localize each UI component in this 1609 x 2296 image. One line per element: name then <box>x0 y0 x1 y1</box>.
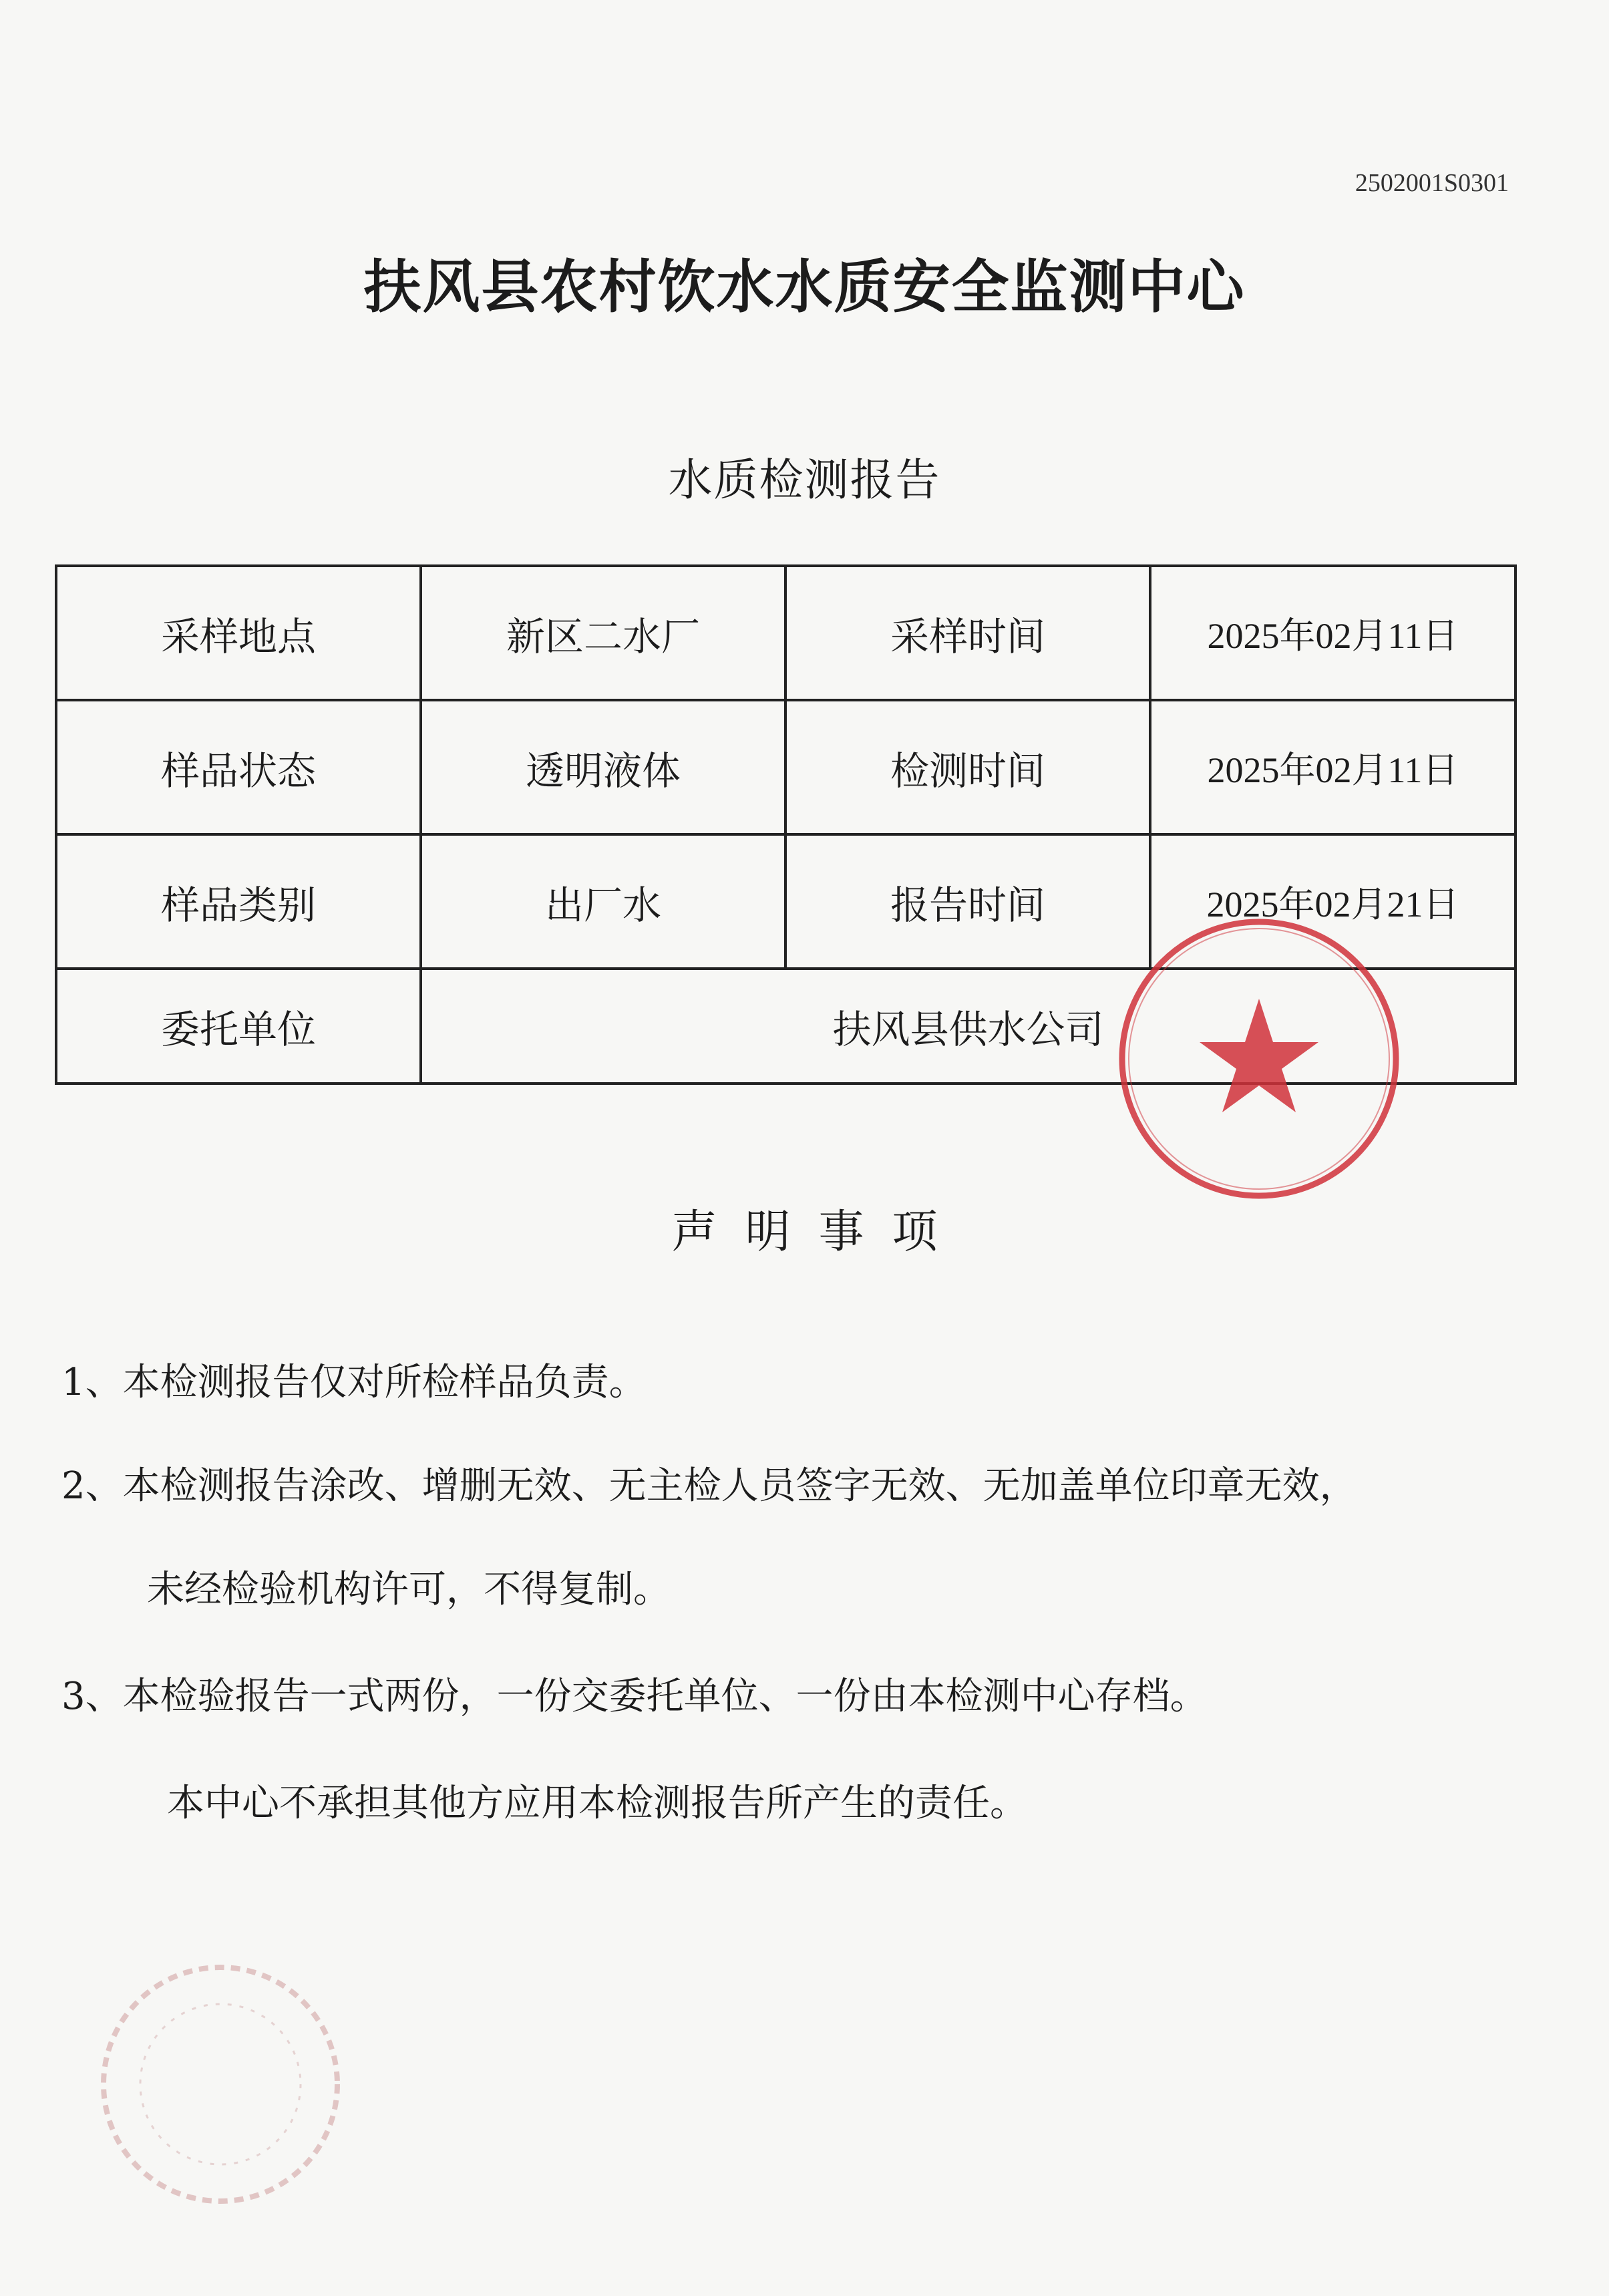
report-title: 水质检测报告 <box>668 454 941 506</box>
faded-seal <box>94 1957 347 2211</box>
client-value: 扶风县供水公司 <box>421 969 1515 1084</box>
sample-location-value: 新区二水厂 <box>421 566 785 700</box>
declaration-title: 声明事项 <box>671 1206 966 1259</box>
declaration-item-3: 3、本检验报告一式两份，一份交委托单位、一份由本检测中心存档。 <box>61 1675 1208 1718</box>
sample-category-label: 样品类别 <box>56 834 421 969</box>
client-label: 委托单位 <box>56 969 421 1084</box>
table-row <box>56 700 1515 834</box>
sampling-time-label: 采样时间 <box>785 566 1150 700</box>
declaration-item-1: 1、本检测报告仅对所检样品负责。 <box>61 1361 647 1404</box>
sampling-time-value: 2025年02月11日 <box>1150 566 1515 700</box>
sample-category-value: 出厂水 <box>421 834 785 969</box>
table-row <box>56 566 1515 700</box>
testing-time-label: 检测时间 <box>785 700 1150 834</box>
official-seal <box>1112 912 1406 1206</box>
testing-time-value: 2025年02月11日 <box>1150 700 1515 834</box>
declaration-item-2: 2、本检测报告涂改、增删无效、无主检人员签字无效、无加盖单位印章无效， <box>61 1464 1357 1508</box>
sample-location-label: 采样地点 <box>56 566 421 700</box>
sample-state-label: 样品状态 <box>56 700 421 834</box>
star-icon <box>1200 999 1318 1112</box>
document-code: 2502001S0301 <box>1355 169 1509 197</box>
sample-state-value: 透明液体 <box>421 700 785 834</box>
report-time-value: 2025年02月21日 <box>1150 834 1515 969</box>
declaration-note: 本中心不承担其他方应用本检测报告所产生的责任。 <box>167 1782 1027 1825</box>
declaration-item-2-continued: 未经检验机构许可，不得复制。 <box>147 1568 671 1611</box>
report-time-label: 报告时间 <box>785 834 1150 969</box>
organization-title: 扶风县农村饮水水质安全监测中心 <box>363 254 1246 321</box>
